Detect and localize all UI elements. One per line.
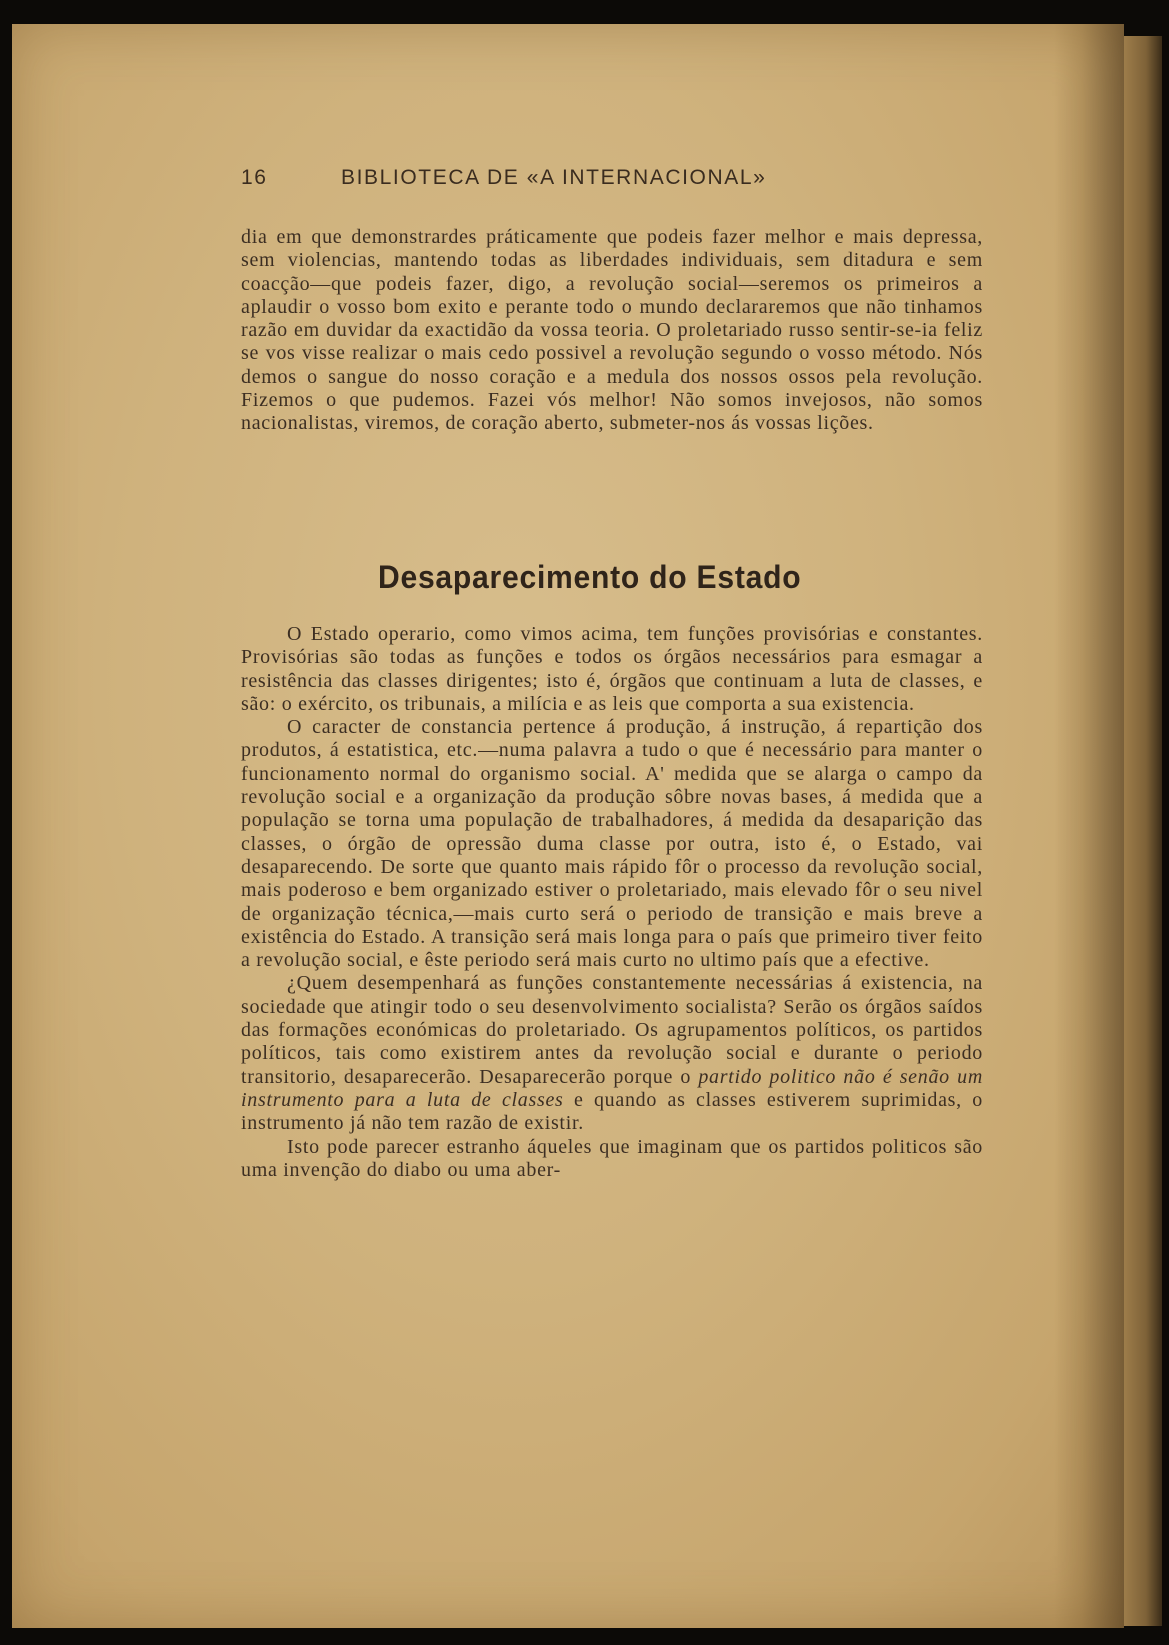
paragraph-text: e quando as classes estiverem suprimidas, o instrumento já não tem razão de existir. xyxy=(241,1088,983,1135)
paragraph: O Estado operario, como vimos acima, tem funções provisórias e constantes. Provisórias são todas as funções e todos os órgãos necessários para esmagar a resistência das classes dirigentes; isto é, órgãos que continuam a luta de classes, e são: o exército, os tribunais, a milícia e as leis que comporta a sua existencia. xyxy=(241,623,983,715)
paragraph xyxy=(241,972,983,1135)
running-header xyxy=(241,166,991,190)
running-title: BIBLIOTECA DE «A INTERNACIONAL» xyxy=(341,166,767,189)
section-heading: Desaparecimento do Estado xyxy=(378,559,802,595)
text-block-1 xyxy=(241,226,983,436)
adjacent-page-edge xyxy=(1122,36,1162,1626)
paragraph: Isto pode parecer estranho áqueles que imaginam que os partidos politicos são uma invenção do diabo ou uma aber- xyxy=(241,1135,983,1181)
paragraph-continuation: dia em que demonstrardes práticamente que podeis fazer melhor e mais depressa, sem violencias, mantendo todas as liberdades individuais, sem ditadura e sem coacção—que podeis fazer, digo, a revolução social—seremos os primeiros a aplaudir o vosso bom exito e perante todo o mundo declararemos que não tinhamos razão em duvidar da exactidão da vossa teoria. O proletariado russo sentir-se-ia feliz se vos visse realizar o mais cedo possivel a revolução segundo o vosso método. Nós demos o sangue do nosso coração e a medula dos nossos ossos pela revolução. Fizemos o que pudemos. Fazei vós melhor! Não somos invejosos, não somos nacionalistas, viremos, de coração aberto, submeter-nos ás vossas lições. xyxy=(241,226,983,435)
text-block-2 xyxy=(241,623,983,1182)
page-number: 16 xyxy=(241,166,268,189)
paragraph: O caracter de constancia pertence á produção, á instrução, á repartição dos produtos, á estatistica, etc.—numa palavra a tudo o que é necessário para manter o funcionamento normal do organismo social. A' medida que se alarga o campo da revolução social e a organização da produção sôbre novas bases, á medida que a população se torna uma população de trabalhadores, á medida da desaparição das classes, o órgão de opressão duma classe por outra, isto é, o Estado, vai desaparecendo. De sorte que quanto mais rápido fôr o processo da revolução social, mais poderoso e bem organizado estiver o proletariado, mais elevado fôr o seu nivel de organização técnica,—mais curto será o periodo de transição e mais breve a existência do Estado. A transição será mais longa para o país que primeiro tiver feito a revolução social, e êste periodo será mais curto no ultimo país que a efective. xyxy=(241,716,983,972)
italic-emphasis: partido politico não é senão um instrumento para a luta de classes xyxy=(241,1065,983,1111)
paragraph-text: ¿Quem desempenhará as funções constantemente necessárias á existencia, na sociedade que atingir todo o seu desenvolvimento socialista? Serão os órgãos saídos das formações económicas do proletariado. Os agrupamentos políticos, os partidos políticos, tais como existirem antes da revolução social e durante o periodo transitorio, desaparecerão. Desaparecerão porque o xyxy=(241,972,983,1088)
spine-shadow xyxy=(1054,24,1124,1628)
